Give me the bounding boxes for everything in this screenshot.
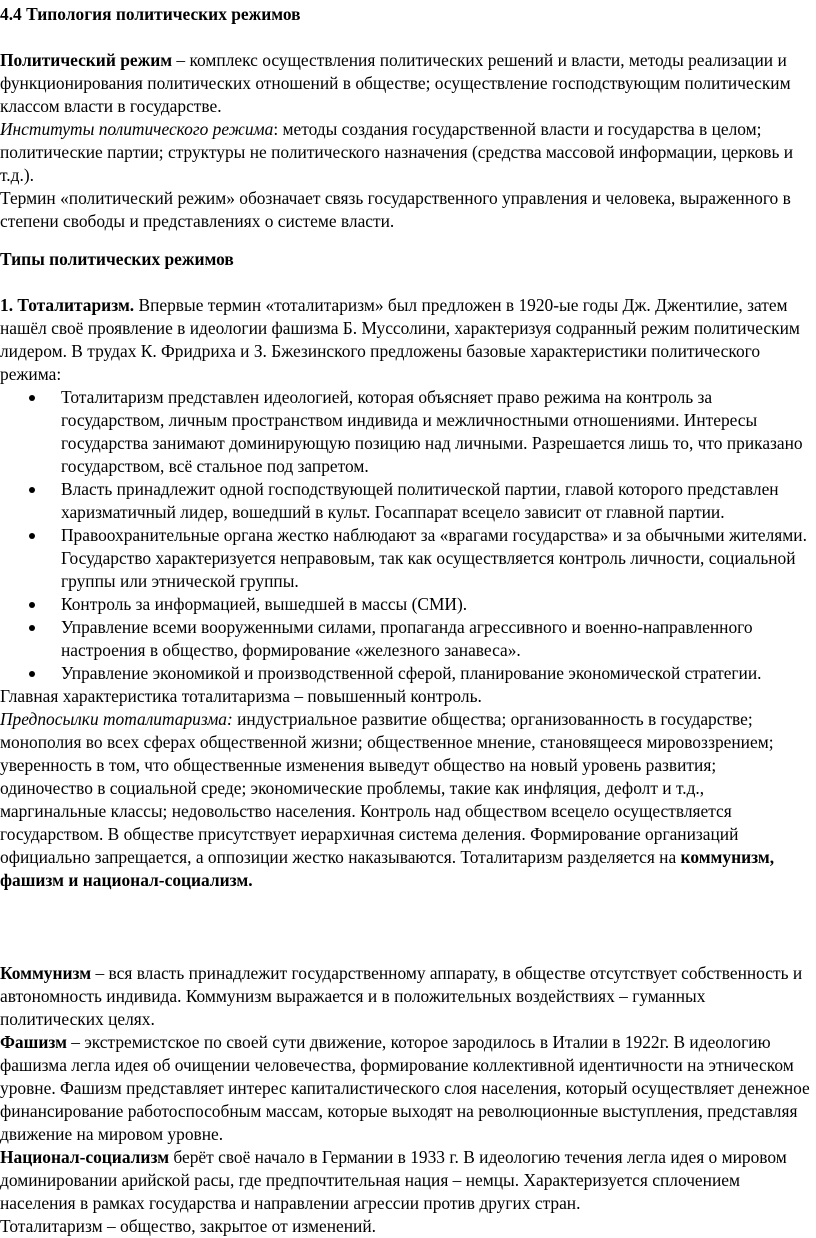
prerequisites-term: Предпосылки тоталитаризма: (0, 709, 233, 729)
list-item (0, 524, 812, 593)
list-item-text: Контроль за информацией, вышедшей в массы (СМИ). (61, 594, 468, 614)
communism-text: – вся власть принадлежит государственному аппарату, в обществе отсутствует собственность и автономность индивида. Коммунизм выражается и в положительных воздействиях – гуманных политических целях. (0, 963, 803, 1029)
list-item-text: Управление всеми вооруженными силами, пропаганда агрессивного и военно-направленного настроения в общество, формирование «железного занавеса». (61, 617, 753, 660)
list-item-text: Правоохранительные органа жестко наблюдают за «врагами государства» и за обычными жителями. Государство характеризуется неправовым, так как осуществляется контроль личности, социальной группы или этнической группы. (61, 525, 807, 591)
national-socialism-text: берёт своё начало в Германии в 1933 г. В идеологию течения легла идея о мировом доминировании арийской расы, где предпочтительная нация – немцы. Характеризуется сплочением населения в рамках государства и направлении агрессии против других стран. (0, 1147, 787, 1213)
totalitarianism-heading: 1. Тоталитаризм. (0, 295, 135, 315)
bullet-icon (29, 671, 35, 677)
list-item-text: Управление экономикой и производственной сферой, планирование экономической стратегии. (61, 663, 762, 683)
prerequisites (0, 708, 812, 892)
list-item (0, 662, 812, 685)
bullet-icon (29, 602, 35, 608)
list-item (0, 593, 812, 616)
definition-term: Политический режим (0, 50, 173, 70)
totalitarianism-section (0, 294, 812, 892)
bullet-icon (29, 395, 35, 401)
list-item (0, 616, 812, 662)
totalitarianism-intro-text: Впервые термин «тоталитаризм» был предложен в 1920-ые годы Дж. Джентилие, затем нашёл своё проявление в идеологии фашизма Б. Муссолини, характеризуя содранный режим политическим лидером. В трудах К. Фридриха и З. Бжезинского предложены базовые характеристики политического режима: (0, 295, 800, 384)
bullet-icon (29, 533, 35, 539)
types-heading: Типы политических режимов (0, 249, 234, 269)
institutions-text: : методы создания государственной власти и государства в целом; политические партии; структуры не политического назначения (средства массовой информации, церковь и т.д.). (0, 119, 794, 185)
definitions-block (0, 49, 812, 233)
list-item-text: Тоталитаризм представлен идеологией, которая объясняет право режима на контроль за государством, личным пространством индивида и межличностными отношениями. Интересы государства занимают доминирующую позицию над личными. Разрешается лишь то, что приказано государством, всё стальное под запретом. (61, 387, 803, 476)
list-item (0, 386, 812, 478)
list-item (0, 478, 812, 524)
fascism-text: – экстремистское по своей сути движение, которое зародилось в Италии в 1922г. В идеологию фашизма легла идея об очищении человечества, формирование коллективной идентичности на этническом уровне. Фашизм представляет интерес капиталистического слоя населения, который осуществляет денежное финансирование работоспособным массам, которые выходят на революционные выступления, представляя движение на мировом уровне. (0, 1032, 810, 1144)
national-socialism-term: Национал-социализм (0, 1147, 170, 1167)
section-title: 4.4 Типология политических режимов (0, 4, 301, 24)
bullet-icon (29, 487, 35, 493)
national-socialism-paragraph (0, 1146, 812, 1215)
bullet-icon (29, 625, 35, 631)
institutions-definition (0, 118, 812, 187)
communism-term: Коммунизм (0, 963, 92, 983)
prerequisites-bold: коммунизм, фашизм и национал-социализм. (0, 847, 775, 890)
list-item-text: Власть принадлежит одной господствующей политической партии, главой которого представлен харизматичный лидер, вошедший в культ. Госаппарат всецело зависит от главной партии. (61, 479, 779, 522)
term-note: Термин «политический режим» обозначает связь государственного управления и человека, выраженного в степени свободы и представлениях о системе власти. (0, 188, 791, 231)
main-feature: Главная характеристика тоталитаризма – повышенный контроль. (0, 686, 482, 706)
communism-paragraph (0, 962, 812, 1031)
totalitarianism-intro (0, 294, 812, 386)
fascism-term: Фашизм (0, 1032, 67, 1052)
political-regime-definition (0, 49, 812, 118)
prerequisites-text: индустриальное развитие общества; организованность в государстве; монополия во всех сферах общественной жизни; общественное мнение, становящееся мировоззрением; уверенность в том, что общественные изменения выведут общество на новый уровень развития; одиночество в социальной среде; экономические проблемы, такие как инфляция, дефолт и т.д., маргинальные классы; недовольство населения. Контроль над обществом всецело осуществляется государством. В обществе присутствует иерархичная система деления. Формирование организаций официально запрещается, а оппозиции жестко наказываются. Тоталитаризм разделяется на (0, 709, 774, 867)
institutions-term: Институты политического режима (0, 119, 274, 139)
subtypes-section (0, 962, 812, 1238)
definition-text: – комплекс осуществления политических решений и власти, методы реализации и функционирования политических отношений в обществе; осуществление господствующим политическим классом власти в государстве. (0, 50, 791, 116)
characteristics-list (0, 386, 812, 685)
closing-line: Тоталитаризм – общество, закрытое от изменений. (0, 1216, 377, 1236)
fascism-paragraph (0, 1031, 812, 1146)
